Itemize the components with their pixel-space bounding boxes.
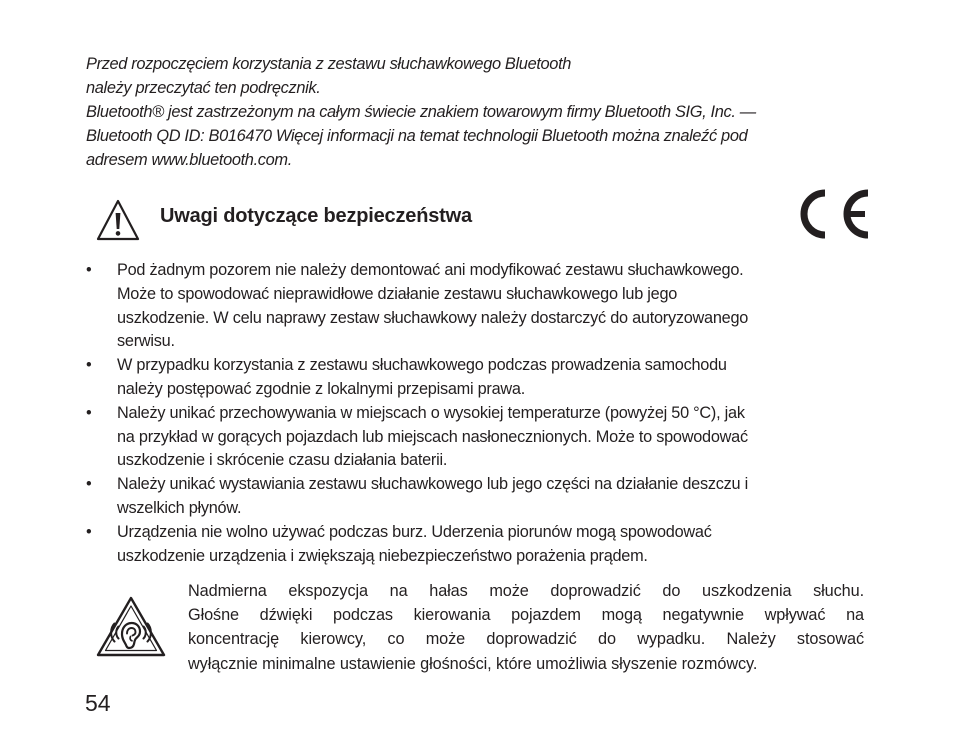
- list-item-line: uszkodzenie urządzenia i zwiększają niebezpieczeństwo porażenia prądem.: [117, 546, 648, 565]
- hearing-warning-line: Głośne dźwięki podczas kierowania pojazdem mogą negatywnie wpływać na: [188, 606, 864, 625]
- intro-line: Bluetooth QD ID: B016470 Więcej informacji na temat technologii Bluetooth można znaleźć pod: [86, 127, 748, 145]
- list-item-line: Pod żadnym pozorem nie należy demontować ani modyfikować zestawu słuchawkowego.: [117, 261, 744, 279]
- list-item: [86, 473, 876, 521]
- hearing-warning-line: wyłącznie minimalne ustawienie głośności, które umożliwia słyszenie rozmówcy.: [188, 654, 758, 673]
- list-item-line: na przykład w gorących pojazdach lub miejscach nasłonecznionych. Może to spowodować: [117, 427, 748, 446]
- warning-triangle-icon: [95, 198, 141, 242]
- intro-line: Bluetooth® jest zastrzeżonym na całym świecie znakiem towarowym firmy Bluetooth SIG, Inc. —: [86, 103, 756, 121]
- list-item: [86, 354, 876, 402]
- list-item-line: Urządzenia nie wolno używać podczas burz. Uderzenia piorunów mogą spowodować: [117, 522, 712, 541]
- bullet: •: [86, 475, 92, 494]
- list-item: [86, 402, 876, 473]
- list-item: [86, 521, 876, 569]
- page-number: 54: [85, 690, 111, 716]
- bullet: •: [86, 522, 92, 541]
- list-item-line: uszkodzenie i skrócenie czasu działania baterii.: [117, 451, 448, 470]
- bullet: •: [86, 403, 92, 422]
- hearing-warning-line: Nadmierna ekspozycja na hałas może doprowadzić do uszkodzenia słuchu.: [188, 582, 864, 600]
- list-item-line: wszelkich płynów.: [117, 498, 242, 517]
- list-item-line: W przypadku korzystania z zestawu słuchawkowego podczas prowadzenia samochodu: [117, 356, 727, 375]
- list-item-line: uszkodzenie. W celu naprawy zestaw słuchawkowy należy dostarczyć do autoryzowanego: [117, 308, 749, 327]
- hearing-damage-warning-icon: [95, 595, 167, 658]
- intro-line: należy przeczytać ten podręcznik.: [86, 79, 321, 97]
- list-item-line: Należy unikać przechowywania w miejscach o wysokiej temperaturze (powyżej 50 °C), jak: [117, 403, 745, 422]
- intro-line: Przed rozpoczęciem korzystania z zestawu słuchawkowego Bluetooth: [86, 55, 572, 73]
- bullet: •: [86, 356, 92, 375]
- hearing-warning-paragraph: [188, 579, 864, 676]
- list-item-line: Należy unikać wystawiania zestawu słuchawkowego lub jego części na działanie deszczu i: [117, 475, 748, 494]
- list-item-line: należy postępować zgodnie z lokalnymi przepisami prawa.: [117, 379, 525, 398]
- list-item-line: Może to spowodować nieprawidłowe działanie zestawu słuchawkowego lub jego: [117, 284, 678, 303]
- intro-line: adresem www.bluetooth.com.: [86, 151, 292, 169]
- list-item: [86, 259, 876, 354]
- bullet: •: [86, 261, 92, 279]
- hearing-warning-line: koncentrację kierowcy, co może doprowadzić do wypadku. Należy stosować: [188, 630, 864, 649]
- safety-list: [86, 259, 876, 568]
- safety-section-title: Uwagi dotyczące bezpieczeństwa: [160, 205, 472, 227]
- intro-paragraph: [86, 52, 886, 172]
- list-item-line: serwisu.: [117, 332, 175, 351]
- ce-mark-icon: [786, 186, 872, 242]
